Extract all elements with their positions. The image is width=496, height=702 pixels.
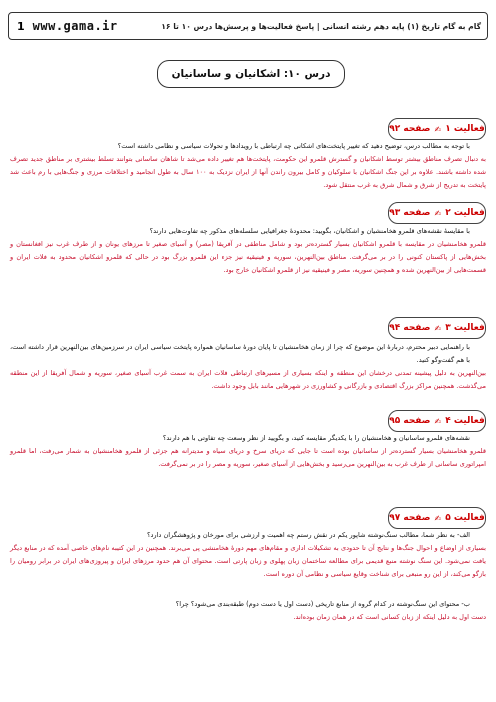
activity-4-answer: قلمرو هخامنشیان بسیار گسترده‌تر از ساسانیان بوده است تا جایی که دریای سرخ و دریای سیاه و مدیترانه هم جزئی از قلمرو هخامنشیان به شمار می‌رفت، اما قلمرو امپراتوری ساسانی از طرف غرب به بین‌النهرین می‌رسید و بخش‌هایی از آسیای صغیر، سوریه و مصر را در بر نمی‌گرفت. — [10, 447, 486, 469]
activity-1-badge — [388, 118, 486, 140]
activity-3-question: با راهنمایی دبیر محترم، دربارهٔ این موضوع که چرا از زمان هخامنشیان تا پایان دورهٔ ساسانیان همواره پایتخت سیاسی ایران در سرزمین‌های بین‌النهرین قرار داشته است، با هم گفت‌وگو کنید. — [10, 343, 470, 365]
header-title: گام به گام تاریخ (۱) پایه دهم رشته انسانی | پاسخ فعالیت‌ها و پرسش‌ها درس ۱۰ تا ۱۶ — [161, 21, 481, 31]
activity-4-badge — [388, 410, 486, 432]
activity-page: صفحه ۹۳ — [389, 208, 431, 218]
site-url[interactable]: www.gama.ir — [32, 19, 118, 33]
activity-1-answer: به دنبال تصرف مناطق بیشتر توسط اشکانیان و گسترش قلمرو این حکومت، پایتخت‌ها هم تغییر داده می‌شد تا شاهان ساسانی بتوانند تسلط بیشتری بر مناطق جدید تصرف شده داشته باشند. علاوه بر این جنگ اشکانیان با سلوکیان و کامل بیرون راندن آنها از ایران نزدیک به ۱۰۰ سال به طول انجامید و اختلافات مرزی و جنگ‌هایی با رم باعث شد پایتخت به تدریج از شرق و شمال شرق به غرب منتقل شود. — [10, 155, 486, 190]
activity-5-badge — [388, 507, 486, 529]
activity-5-answer-a: بسیاری از اوضاع و احوال جنگ‌ها و نتایج آن تا حدودی به تشکیلات اداری و مقام‌های مهم دورهٔ هخامنشی پی می‌برند. همچنین در این کتیبه نام‌های خاصی آمده که در منابع دیگر یافت نمی‌شود. این سنگ نوشته منبع قدیمی برای مطالعه ساختمان زبان پهلوی و زبان پارتی است. محتوای آن هم حدود مرزهای ایران و پیروزی‌های ایران در برابر رومیان را بازگو می‌کند، از این رو منبعی برای شناخت وقایع سیاسی و نظامی آن دوره است. — [10, 544, 486, 579]
header-left — [15, 19, 118, 33]
pen-icon: ✍ — [434, 416, 442, 426]
activity-3-badge — [388, 317, 486, 339]
pen-icon: ✍ — [434, 513, 442, 523]
pen-icon: ✍ — [434, 124, 442, 134]
activity-5-question-a: الف- به نظر شما، مطالب سنگ‌نوشته شاپور یکم در نقش رستم چه اهمیت و ارزشی برای مورخان و پژوهشگران دارد؟ — [146, 531, 470, 539]
pen-icon: ✍ — [434, 323, 442, 333]
page-header — [8, 12, 488, 40]
pen-icon: ✍ — [434, 208, 442, 218]
activity-label: فعالیت ۵ — [445, 513, 485, 523]
activity-label: فعالیت ۲ — [445, 208, 485, 218]
activity-page: صفحه ۹۷ — [389, 513, 431, 523]
activity-1-question: با توجه به مطالب درس، توضیح دهید که تغییر پایتخت‌های اشکانی چه ارتباطی با رویدادها و تحولات سیاسی و نظامی داشته است؟ — [117, 142, 470, 150]
activity-4-question: نقشه‌های قلمرو ساسانیان و هخامنشیان را با یکدیگر مقایسه کنید، و بگویید از نظر وسعت چه تفاوتی با هم دارند؟ — [162, 434, 470, 442]
activity-label: فعالیت ۳ — [445, 323, 485, 333]
activity-page: صفحه ۹۴ — [389, 323, 431, 333]
lesson-title: درس ۱۰: اشکانیان و ساسانیان — [157, 60, 345, 88]
activity-2-answer: قلمرو هخامنشیان در مقایسه با قلمرو اشکانیان بسیار گسترده‌تر بود و شامل مناطقی در آفریقا (مصر) و آسیای صغیر تا مرزهای یونان و از طرف غرب نیز افغانستان و بخش‌هایی از پاکستان کنونی را در بر می‌گرفت. مناطق بین‌النهرین، سوریه و فینیقیه نیز جزء این قلمرو بزرگ بود در حالی که قلمرو اشکانیان محدود به فلات ایران و قسمت‌هایی از بین‌النهرین شده و همچنین سوریه، مصر و فینیقیه نیز از قلمرو اشکانیان خارج بود. — [10, 240, 486, 275]
activity-5-answer-b: دست اول به دلیل اینکه از زبان کسانی است که در همان زمان بوده‌اند. — [293, 613, 486, 621]
activity-2-question: با مقایسهٔ نقشه‌های قلمرو هخامنشیان و اشکانیان، بگویید: محدودهٔ جغرافیایی سلسله‌های مذکور چه تفاوت‌هایی دارند؟ — [149, 227, 470, 235]
activity-page: صفحه ۹۲ — [389, 124, 431, 134]
activity-page: صفحه ۹۵ — [389, 416, 431, 426]
activity-5-question-b: ب- محتوای این سنگ‌نوشته در کدام گروه از منابع تاریخی (دست اول یا دست دوم) طبقه‌بندی می‌شود؟ چرا؟ — [175, 600, 470, 608]
activity-label: فعالیت ۴ — [445, 416, 485, 426]
page-number: 1 — [17, 19, 25, 33]
activity-3-answer: بین‌النهرین به دلیل پیشینه تمدنی درخشان این منطقه و اینکه بسیاری از مسیرهای ارتباطی فلات ایران به سمت غرب آسیای صغیر، سوریه و شمال آفریقا از این منطقه می‌گذشت. همچنین مراکز بزرگ اقتصادی و بازرگانی و کشاورزی در شهرهایی مانند بابل وجود داشت. — [10, 369, 486, 391]
activity-label: فعالیت ۱ — [445, 124, 485, 134]
activity-2-badge — [388, 202, 486, 224]
